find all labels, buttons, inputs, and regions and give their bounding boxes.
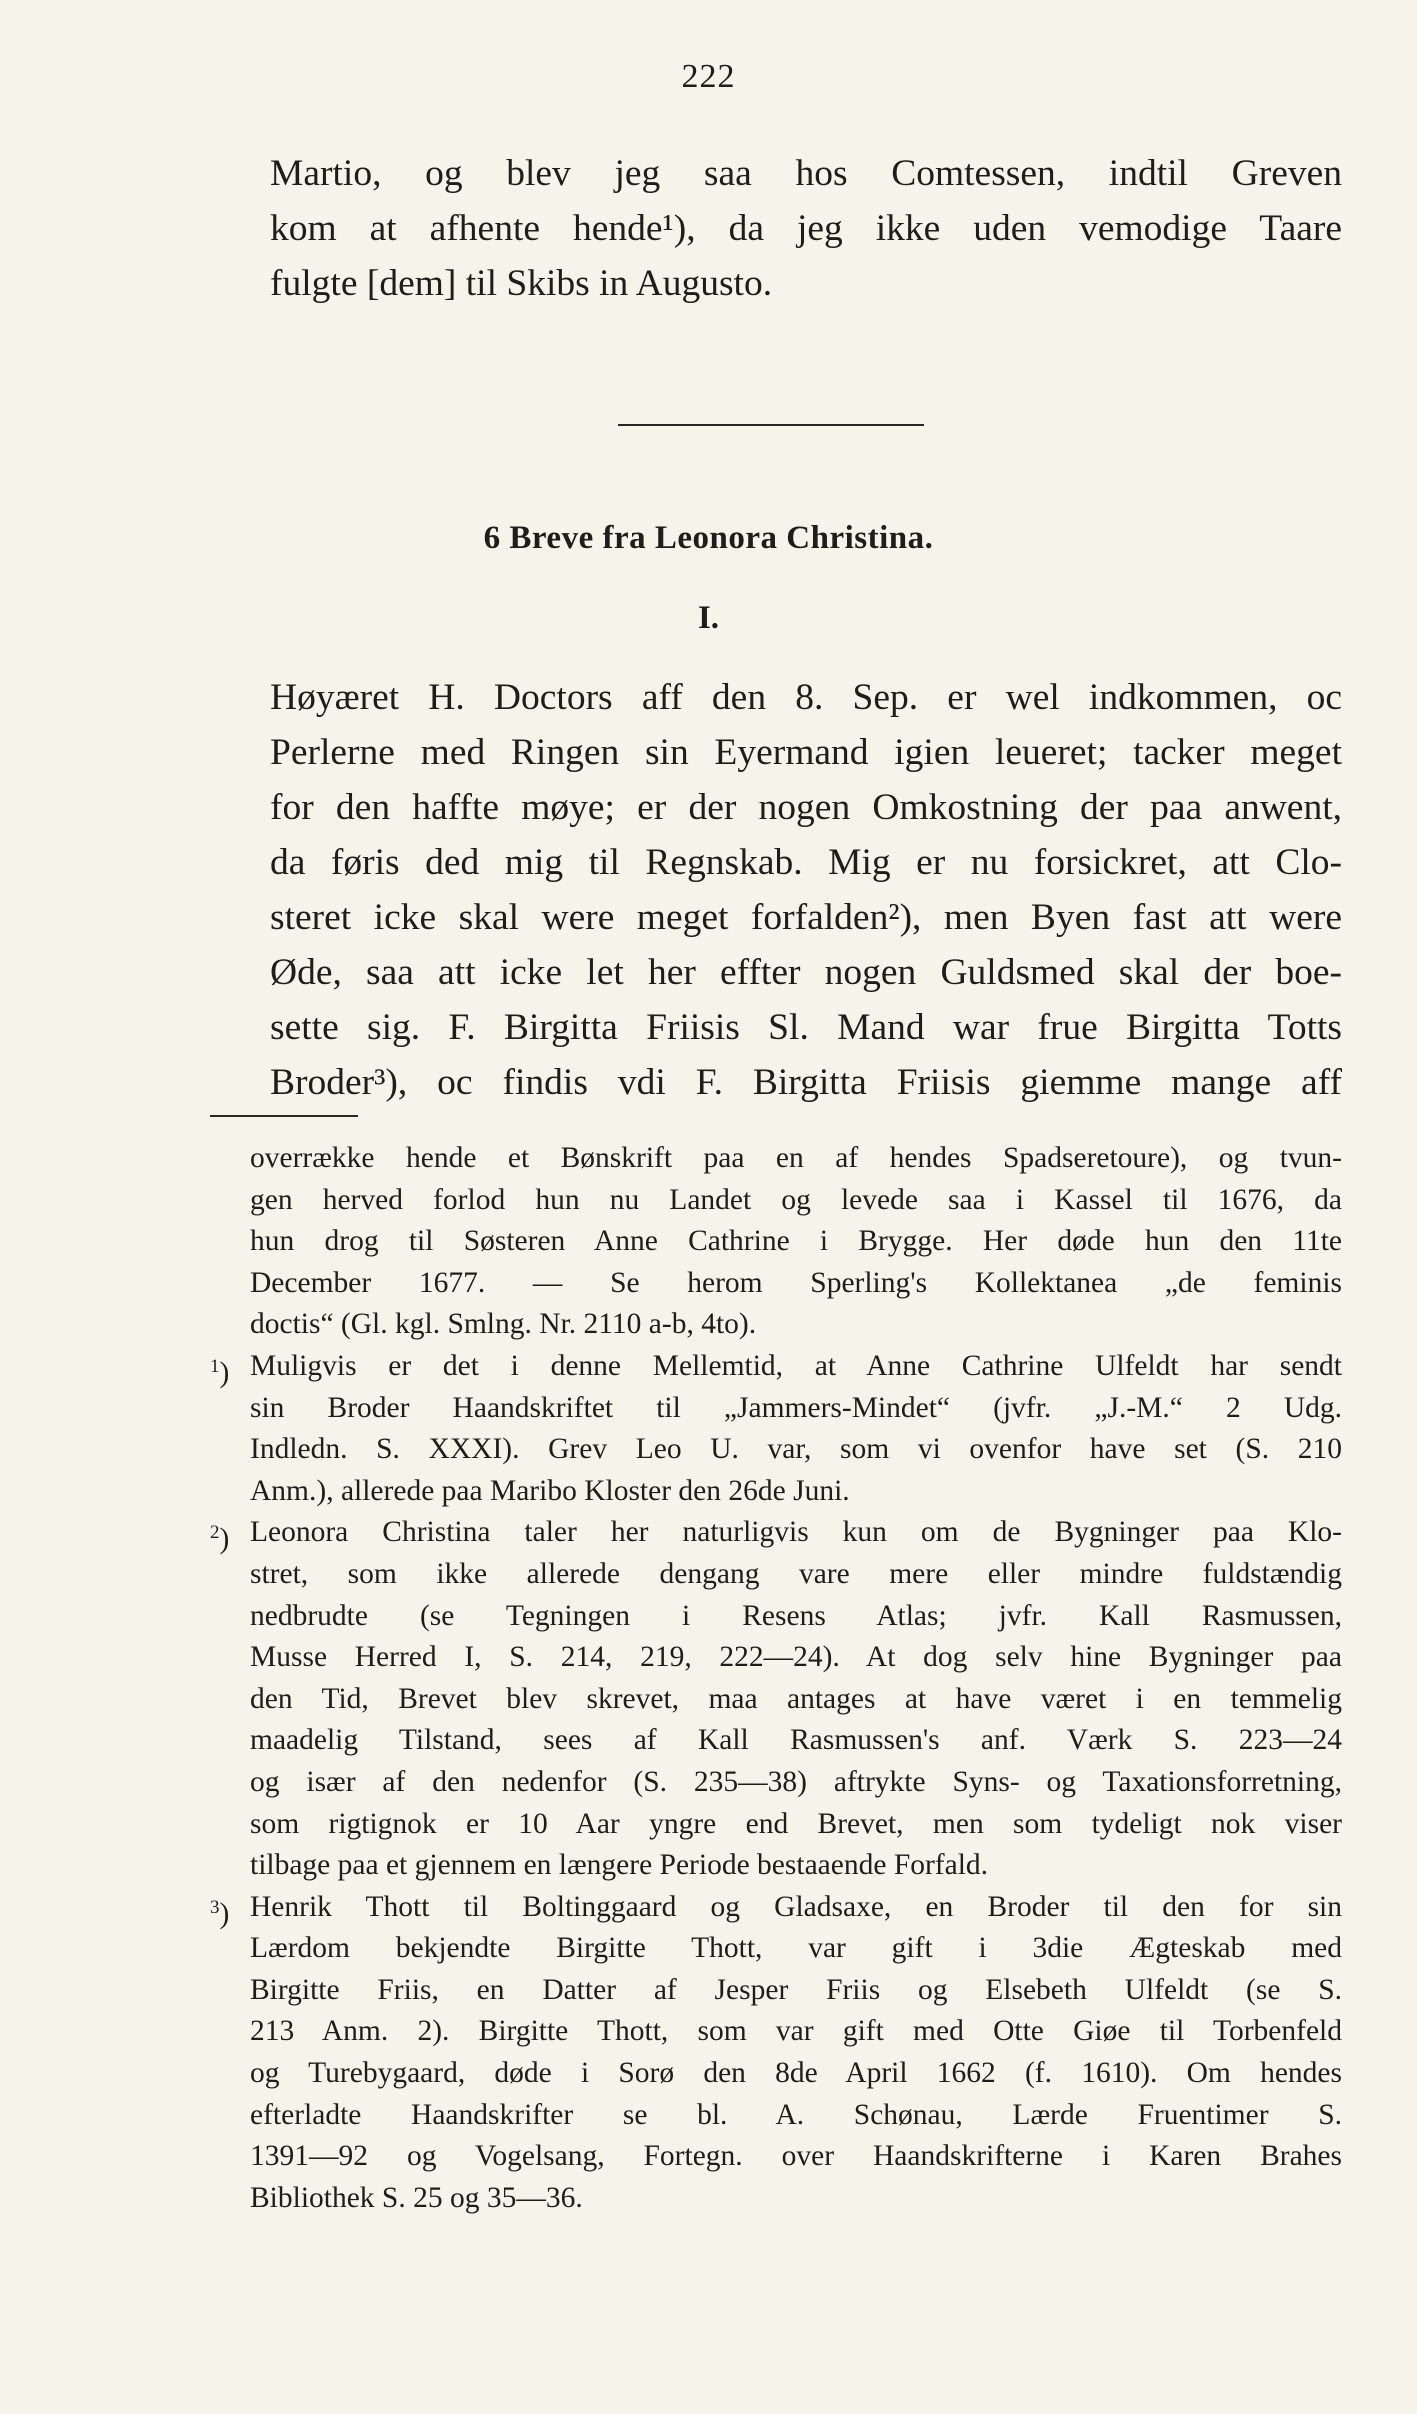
page-number: 222: [681, 58, 736, 95]
intro-paragraph: [270, 146, 1342, 311]
footnote-line: Muligvis er det i denne Mellemtid, at Anne Cathrine Ulfeldt har sendt: [250, 1349, 1342, 1382]
footnote-line-wrap: [210, 1346, 1342, 1388]
text-line: Martio, og blev jeg saa hos Comtessen, indtil Greven: [270, 153, 1342, 194]
footnote-line: Indledn. S. XXXI). Grev Leo U. var, som vi ovenfor have set (S. 210: [250, 1433, 1342, 1466]
text-line: Broder³), oc findis vdi F. Birgitta Friisis giemme mange aff: [270, 1062, 1342, 1103]
footnote-line: stret, som ikke allerede dengang vare mere eller mindre fuldstændig: [250, 1557, 1342, 1590]
footnote-1: [210, 1346, 1342, 1512]
footnote-marker: $^2$): [210, 1522, 230, 1556]
footnote-line: Lærdom bekjendte Birgitte Thott, var gift i 3die Ægteskab med: [250, 1932, 1342, 1965]
footnote-line: Bibliothek S. 25 og 35—36.: [250, 2181, 583, 2214]
footnote-line: overrække hende et Bønskrift paa en af hendes Spadseretoure), og tvun-: [250, 1142, 1342, 1174]
footnote-2: [210, 1512, 1342, 1886]
footnote-line-wrap: [210, 1887, 1342, 1929]
text-line: da føris ded mig til Regnskab. Mig er nu forsickret, att Clo-: [270, 842, 1342, 883]
footnote-line: gen herved forlod hun nu Landet og levede saa i Kassel til 1676, da: [250, 1183, 1342, 1216]
footnote-line: 213 Anm. 2). Birgitte Thott, som var gift med Otte Giøe til Torbenfeld: [250, 2015, 1342, 2048]
footnote-line: som rigtignok er 10 Aar yngre end Brevet, men som tydeligt nok viser: [250, 1807, 1342, 1840]
footnote-line: tilbage paa et gjennem en længere Periode bestaaende Forfald.: [250, 1849, 989, 1882]
footnote-line: hun drog til Søsteren Anne Cathrine i Brygge. Her døde hun den 11te: [250, 1225, 1342, 1258]
footnote-marker-number: 2: [210, 1522, 220, 1544]
footnote-line: maadelig Tilstand, sees af Kall Rasmussen's anf. Værk S. 223—24: [250, 1724, 1342, 1757]
footnote-marker: $^1$): [210, 1355, 230, 1389]
section-heading: 6 Breve fra Leonora Christina.: [483, 520, 934, 556]
footnote-line: doctis“ (Gl. kgl. Smlng. Nr. 2110 a-b, 4to).: [250, 1308, 757, 1341]
footnote-3: [210, 1887, 1342, 2220]
text-line: fulgte [dem] til Skibs in Augusto.: [270, 263, 773, 304]
text-line: kom at afhente hende¹), da jeg ikke uden vemodige Taare: [270, 208, 1342, 249]
footnote-line: Henrik Thott til Boltinggaard og Gladsaxe, en Broder til den for sin: [250, 1890, 1342, 1923]
footnote-continuation: [210, 1138, 1342, 1346]
footnote-line: sin Broder Haandskriftet til „Jammers-Mindet“ (jvfr. „J.-M.“ 2 Udg.: [250, 1391, 1342, 1424]
footnote-divider: [210, 1115, 358, 1117]
text-line: Øde, saa att icke let her effter nogen Guldsmed skal der boe-: [270, 952, 1342, 993]
footnote-marker: $^3$): [210, 1896, 230, 1930]
footnote-marker-number: 3: [210, 1896, 220, 1918]
footnote-line: Anm.), allerede paa Maribo Kloster den 26de Juni.: [250, 1474, 850, 1507]
text-line: for den haffte møye; er der nogen Omkostning der paa anwent,: [270, 787, 1342, 828]
text-line: Høyæret H. Doctors aff den 8. Sep. er wel indkommen, oc: [270, 677, 1342, 718]
footnote-line: December 1677. — Se herom Sperling's Kollektanea „de feminis: [250, 1266, 1342, 1299]
footnote-line: Birgitte Friis, en Datter af Jesper Friis og Elsebeth Ulfeldt (se S.: [250, 1973, 1342, 2006]
letter-text: [270, 670, 1342, 1110]
footnote-line: Leonora Christina taler her naturligvis kun om de Bygninger paa Klo-: [250, 1516, 1342, 1549]
footnote-line: Musse Herred I, S. 214, 219, 222—24). At dog selv hine Bygninger paa: [250, 1641, 1342, 1674]
footnote-line: efterladte Haandskrifter se bl. A. Schønau, Lærde Fruentimer S.: [250, 2098, 1342, 2131]
footnote-line-wrap: [210, 1512, 1342, 1554]
text-line: sette sig. F. Birgitta Friisis Sl. Mand war frue Birgitta Totts: [270, 1007, 1342, 1048]
section-divider: [618, 424, 924, 426]
footnote-line: og Turebygaard, døde i Sorø den 8de April 1662 (f. 1610). Om hendes: [250, 2057, 1342, 2090]
footnotes: [210, 1138, 1342, 2219]
footnote-marker-number: 1: [210, 1355, 220, 1377]
text-line: Perlerne med Ringen sin Eyermand igien leueret; tacker meget: [270, 732, 1342, 773]
footnote-line: den Tid, Brevet blev skrevet, maa antages at have været i en temmelig: [250, 1682, 1342, 1715]
text-line: steret icke skal were meget forfalden²), men Byen fast att were: [270, 897, 1342, 938]
footnote-line: 1391—92 og Vogelsang, Fortegn. over Haandskrifterne i Karen Brahes: [250, 2140, 1342, 2173]
footnote-line: nedbrudte (se Tegningen i Resens Atlas; jvfr. Kall Rasmussen,: [250, 1599, 1342, 1632]
footnote-line: og især af den nedenfor (S. 235—38) aftrykte Syns- og Taxationsforretning,: [250, 1765, 1342, 1798]
letter-number: I.: [697, 600, 720, 636]
